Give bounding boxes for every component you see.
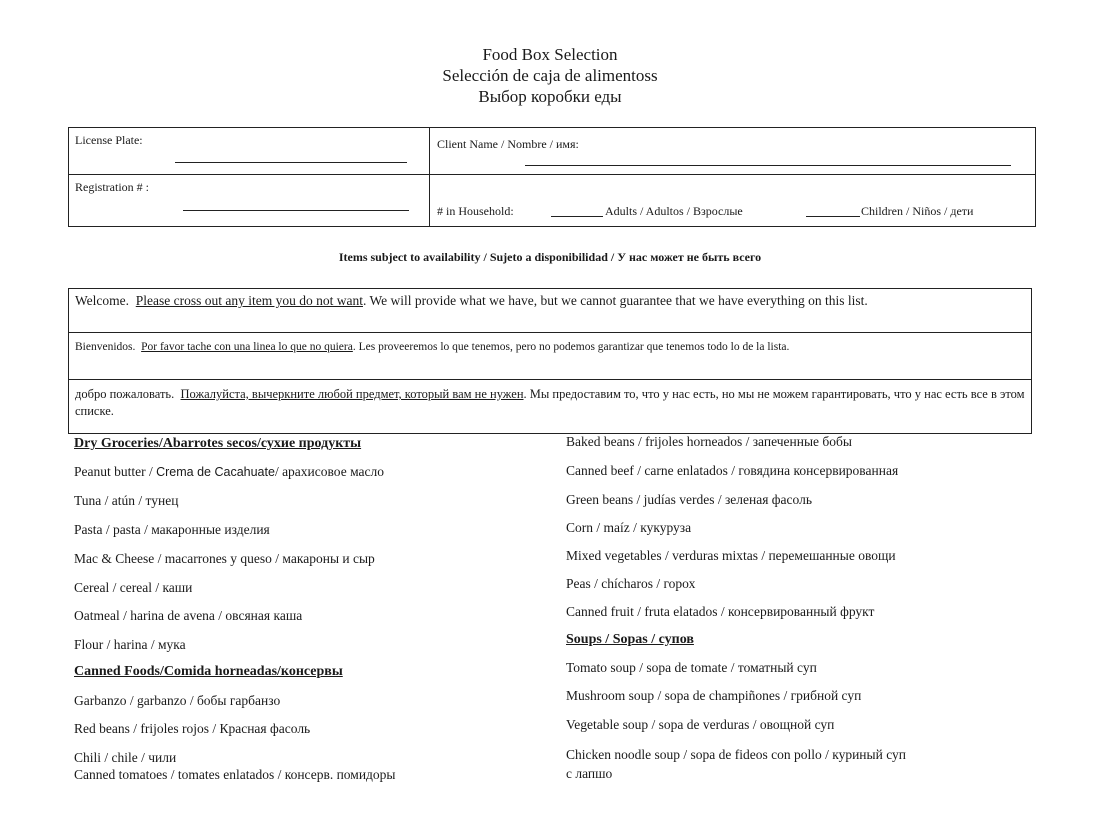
welcome-en-prefix: Welcome. bbox=[75, 293, 130, 308]
title-english: Food Box Selection bbox=[482, 45, 618, 64]
list-item[interactable]: Tomato soup / sopa de tomate / томатный суп bbox=[566, 660, 817, 675]
list-item[interactable]: Cereal / cereal / каши bbox=[74, 580, 193, 595]
list-item[interactable]: Canned tomatoes / tomates enlatados / консерв. помидоры bbox=[74, 767, 396, 782]
client-info-table bbox=[68, 127, 1036, 227]
peanut-butter-ru: / арахисовое масло bbox=[274, 464, 384, 479]
list-item[interactable]: Pasta / pasta / макаронные изделия bbox=[74, 522, 270, 537]
table-divider-horizontal bbox=[69, 174, 1035, 175]
peanut-butter-es: Crema de Cacahuate bbox=[156, 465, 275, 479]
client-name-label: Client Name / Nombre / имя: bbox=[437, 137, 579, 151]
list-item[interactable]: Chicken noodle soup / sopa de fideos con pollo / куриный суп bbox=[566, 747, 906, 762]
list-item[interactable]: Chili / chile / чили bbox=[74, 750, 177, 765]
list-item[interactable]: Peas / chícharos / горох bbox=[566, 576, 696, 591]
registration-field[interactable] bbox=[183, 210, 409, 211]
welcome-ru-body: . Мы предоставим то, что у нас есть, но мы не можем гарантировать, что у нас есть все в этом списке. bbox=[75, 387, 1025, 418]
registration-label: Registration # : bbox=[75, 180, 149, 194]
form-title bbox=[0, 44, 1100, 107]
list-item-continued: с лапшо bbox=[566, 766, 613, 781]
list-item[interactable]: Mac & Cheese / macarrones y queso / макароны и сыр bbox=[74, 551, 375, 566]
welcome-es-instruction: Por favor tache con una linea lo que no quiera bbox=[141, 341, 353, 353]
welcome-russian bbox=[69, 380, 1031, 434]
welcome-spanish bbox=[69, 333, 1031, 380]
list-item[interactable]: Canned beef / carne enlatados / говядина консервированная bbox=[566, 463, 899, 478]
license-plate-label: License Plate: bbox=[75, 133, 143, 147]
welcome-es-body: . Les proveeremos lo que tenemos, pero no podemos garantizar que tenemos todo lo de la lista. bbox=[352, 341, 790, 353]
availability-note: Items subject to availability / Sujeto a disponibilidad / У нас может не быть всего bbox=[338, 250, 762, 264]
welcome-ru-prefix: добро пожаловать. bbox=[75, 387, 175, 401]
list-item[interactable]: Mixed vegetables / verduras mixtas / перемешанные овощи bbox=[566, 548, 896, 563]
section-heading-dry-groceries: Dry Groceries/Abarrotes secos/сухие продукты bbox=[74, 436, 362, 451]
section-heading-soups: Soups / Sopas / супов bbox=[566, 632, 694, 647]
list-item[interactable]: Oatmeal / harina de avena / овсяная каша bbox=[74, 608, 303, 623]
list-item[interactable]: Garbanzo / garbanzo / бобы гарбанзо bbox=[74, 693, 281, 708]
adults-count-field[interactable] bbox=[551, 216, 603, 217]
welcome-english bbox=[69, 289, 1031, 333]
welcome-en-instruction: Please cross out any item you do not want bbox=[135, 293, 363, 308]
title-spanish: Selección de caja de alimentoss bbox=[442, 66, 658, 85]
list-item[interactable]: Red beans / frijoles rojos / Красная фасоль bbox=[74, 721, 311, 736]
welcome-ru-instruction: Пожалуйста, вычеркните любой предмет, который вам не нужен bbox=[180, 387, 524, 401]
welcome-box bbox=[68, 288, 1032, 434]
title-russian: Выбор коробки еды bbox=[478, 87, 622, 106]
section-heading-canned-foods: Canned Foods/Comida horneadas/консервы bbox=[74, 664, 343, 679]
children-label: Children / Niños / дети bbox=[861, 204, 974, 218]
welcome-es-prefix: Bienvenidos. bbox=[75, 341, 136, 353]
list-item[interactable]: Canned fruit / fruta elatados / консервированный фрукт bbox=[566, 604, 875, 619]
list-item[interactable] bbox=[74, 464, 384, 480]
peanut-butter-en: Peanut butter / bbox=[74, 464, 157, 479]
list-item[interactable]: Green beans / judías verdes / зеленая фасоль bbox=[566, 492, 812, 507]
household-label: # in Household: bbox=[437, 204, 514, 218]
welcome-en-body: . We will provide what we have, but we cannot guarantee that we have everything on this list. bbox=[362, 293, 868, 308]
list-item[interactable]: Tuna / atún / тунец bbox=[74, 493, 179, 508]
list-item[interactable]: Mushroom soup / sopa de champiñones / грибной суп bbox=[566, 688, 862, 703]
adults-label: Adults / Adultos / Взрослые bbox=[605, 204, 743, 218]
children-count-field[interactable] bbox=[806, 216, 860, 217]
list-item[interactable]: Corn / maíz / кукуруза bbox=[566, 520, 692, 535]
license-plate-field[interactable] bbox=[175, 162, 407, 163]
list-item[interactable]: Baked beans / frijoles horneados / запеченные бобы bbox=[566, 434, 852, 449]
list-item[interactable]: Vegetable soup / sopa de verduras / овощной суп bbox=[566, 717, 835, 732]
client-name-field[interactable] bbox=[525, 165, 1011, 166]
list-item[interactable]: Flour / harina / мука bbox=[74, 637, 186, 652]
table-divider-vertical bbox=[429, 128, 430, 226]
